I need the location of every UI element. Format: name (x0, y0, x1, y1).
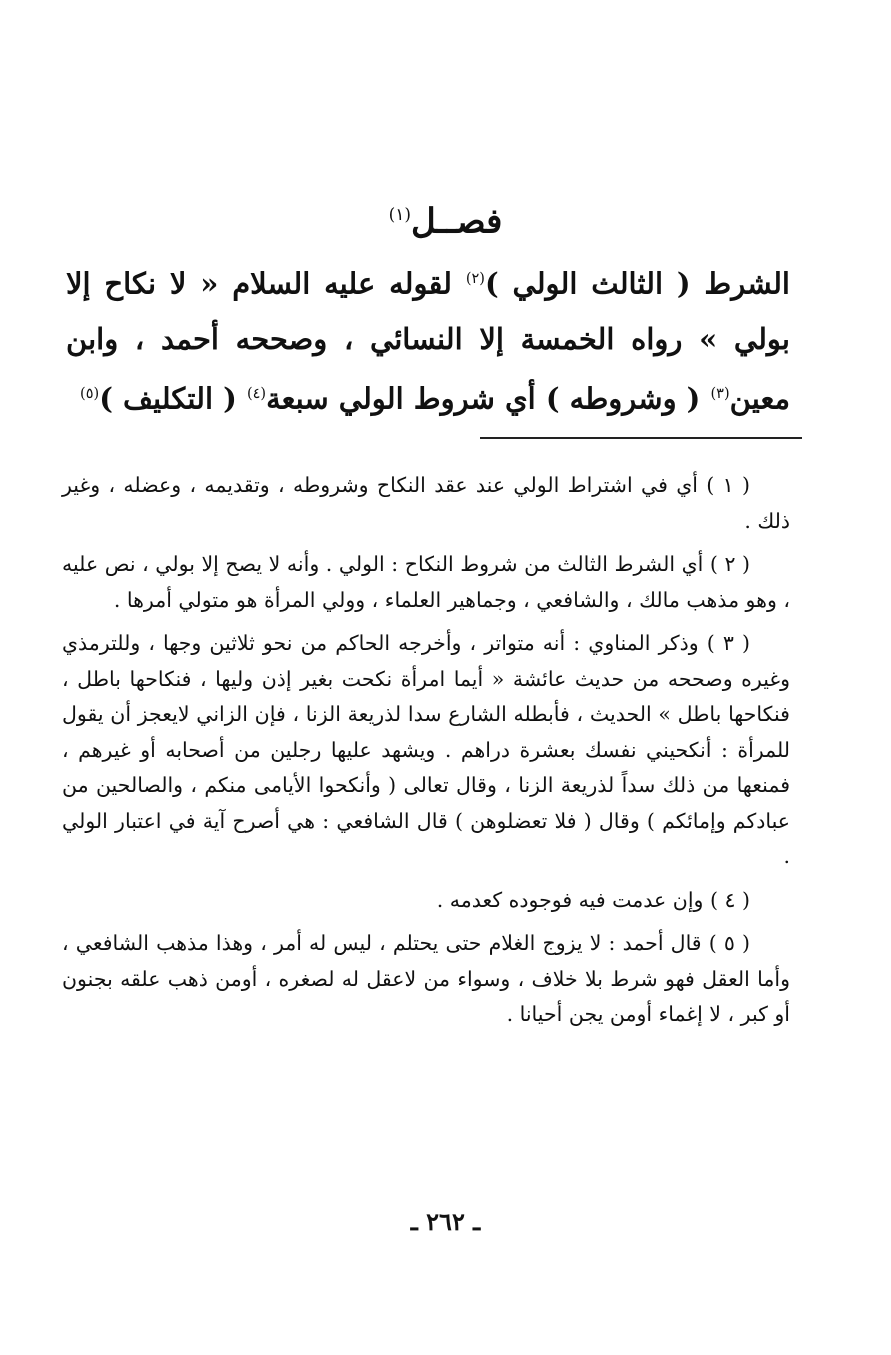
footnote-marker: (١) (388, 205, 411, 225)
main-paragraph (66, 252, 790, 426)
footnote-3: ( ٣ ) وذكر المناوي : أنه متواتر ، وأخرجه الحاكم من نحو ثلاثين وجها ، وللترمذي وغيره وصححه من حديث عائشة « أيما امرأة نكحت بغير إذن وليها ، فنكاحها باطل ، فنكاحها باطل » الحديث ، فأبطله الشارع سدا لذريعة الزنا ، فإن الزاني لايعجز أن يقول للمرأة : أنكحيني نفسك بعشرة دراهم . ويشهد عليها رجلين من أصحابه أو غيرهم ، فمنعها من ذلك سداً لذريعة الزنا ، وقال تعالى ( وأنكحوا الأيامى منكم ، والصالحين من عبادكم وإمائكم ) وقال ( فلا تعضلوهن ) قال الشافعي : هي أصرح آية في اعتبار الولي . (62, 631, 790, 868)
footnote-4: ( ٤ ) وإن عدمت فيه فوجوده كعدمه . (436, 887, 750, 912)
main-text-segment: لقوله عليه السلام « لا نكاح إلا بولي » رواه الخمسة إلا النسائي ، وصححه أحمد ، وابن معين (66, 266, 790, 416)
footnote-separator (480, 437, 802, 439)
main-text-segment: ( وشروطه ) أي شروط الولي سبعة (266, 381, 711, 416)
footnotes (62, 468, 790, 1041)
footnote-5: ( ٥ ) قال أحمد : لا يزوج الغلام حتى يحتلم ، ليس له أمر ، وهذا مذهب الشافعي ، وأما العقل فهو شرط بلا خلاف ، وسواء من لاعقل له لصغره ، أومن ذهب علقه بجنون أو كبر ، لا إغماء أومن يجن أحيانا . (62, 931, 790, 1026)
main-text-segment: الشرط ( الثالث الولي ) (484, 266, 790, 301)
page-number: ـ ٢٦٢ ـ (410, 1207, 481, 1236)
section-title: فصــل (411, 201, 503, 242)
section-heading (0, 188, 891, 248)
footnote-1: ( ١ ) أي في اشتراط الولي عند عقد النكاح وشروطه ، وتقديمه ، وعضله ، وغير ذلك . (62, 473, 790, 533)
main-text-segment: ( التكليف ) (99, 381, 247, 416)
footnote-2: ( ٢ ) أي الشرط الثالث من شروط النكاح : الولي . وأنه لا يصح إلا بولي ، نص عليه ، وهو مذهب مالك ، والشافعي ، وجماهير العلماء ، وولي المرأة هو متولي أمرها . (62, 552, 790, 612)
footnote-marker: (٣) (710, 385, 730, 402)
footnote-marker: (٤) (246, 385, 267, 402)
footnote-marker: (٢) (465, 271, 485, 287)
footnote-marker: (٥) (80, 385, 100, 402)
